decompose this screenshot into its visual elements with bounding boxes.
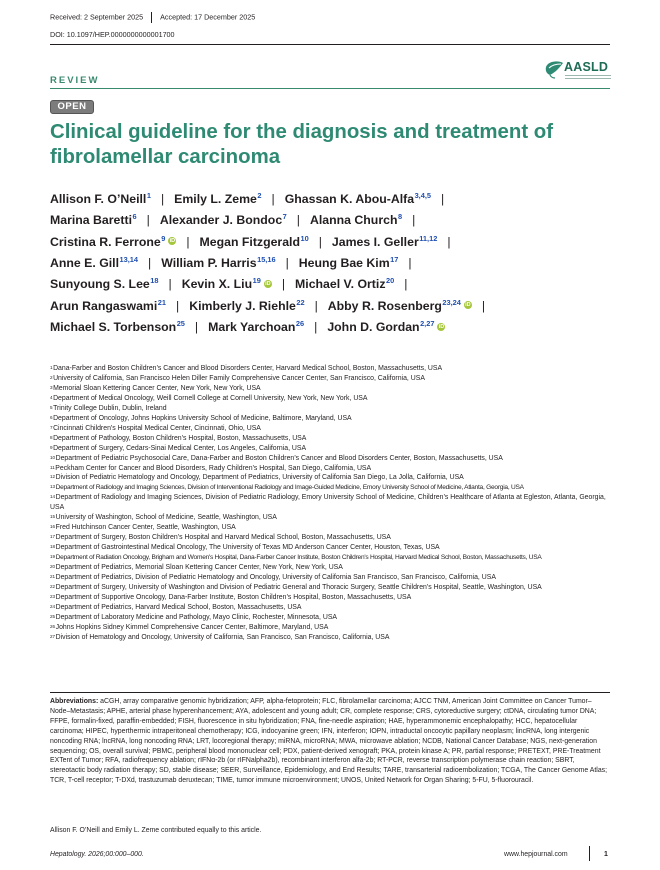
affiliation-item <box>50 483 610 493</box>
orcid-icon[interactable]: iD <box>169 238 176 245</box>
affiliation-item <box>50 374 610 384</box>
affiliation-text: Department of Laboratory Medicine and Pathology, Mayo Clinic, Rochester, Minnesota, USA <box>55 613 338 621</box>
author-affiliation-ref[interactable]: 21 <box>157 297 167 307</box>
affiliation-item <box>50 444 610 454</box>
author[interactable] <box>328 299 472 313</box>
affiliation-number: 24 <box>50 603 56 609</box>
author-affiliation-ref[interactable]: 22 <box>296 297 305 307</box>
affiliation-number: 26 <box>50 623 56 629</box>
affiliation-text: University of Washington, School of Medicine, Seattle, Washington, USA <box>55 514 277 522</box>
affiliation-text: Dana-Farber and Boston Children’s Cancer and Blood Disorders Center, Harvard Medical School, Boston, Massachusetts, USA <box>53 365 443 372</box>
affiliation-number: 11 <box>50 464 55 470</box>
author-separator: | <box>314 298 318 313</box>
author-name: Arun Rangaswami <box>50 298 158 313</box>
page-number: 1 <box>604 851 608 858</box>
author-separator: | <box>412 213 416 228</box>
orcid-icon[interactable]: iD <box>465 302 471 309</box>
affiliation-text: Fred Hutchinson Cancer Center, Seattle, Washington, USA <box>55 524 236 532</box>
author-separator: | <box>296 213 300 228</box>
affiliation-number: 20 <box>50 564 56 570</box>
affiliation-text: Division of Hematology and Oncology, University of California, San Francisco, San Francisco, California, USA <box>55 633 390 641</box>
affiliation-number: 8 <box>50 434 53 440</box>
received-date: Received: 2 September 2025 <box>50 12 144 22</box>
author-name: Michael V. Ortiz <box>295 277 386 292</box>
affiliation-text: Department of Oncology, Johns Hopkins University School of Medicine, Baltimore, Maryland, USA <box>53 414 352 422</box>
author[interactable] <box>208 320 304 334</box>
affiliation-number: 22 <box>50 583 56 589</box>
author-separator: | <box>285 255 289 270</box>
author[interactable] <box>295 277 394 291</box>
affiliation-number: 23 <box>50 593 56 599</box>
author-name: Ghassan K. Abou-Alfa <box>284 192 415 206</box>
affiliation-text: Department of Radiology and Imaging Sciences, Division of Pediatric Radiology, Emory University School of Medicine, Children’s Healthcare of Atlanta at Egleston, Atlanta, Georgia, USA <box>50 494 606 512</box>
author-separator: | <box>146 213 150 228</box>
author-line <box>50 277 417 291</box>
author-name: John D. Gordan <box>327 319 420 334</box>
affiliation-item <box>50 424 610 434</box>
affiliation-text: Department of Supportive Oncology, Dana-Farber Institute, Boston Children’s Hospital, Boston, Massachusetts, USA <box>55 593 412 601</box>
title-line: Clinical guideline for the diagnosis and treatment of <box>50 121 554 143</box>
affiliation-item <box>50 454 610 464</box>
affiliation-text: Department of Pathology, Boston Children’s Hospital, Boston, Massachusetts, USA <box>53 434 307 442</box>
author[interactable] <box>50 192 151 206</box>
liver-logo-icon <box>544 58 564 80</box>
author[interactable] <box>299 256 399 270</box>
author-affiliation-ref[interactable]: 23,24 <box>442 297 461 307</box>
author[interactable] <box>50 256 138 270</box>
author-affiliation-ref[interactable]: 15,16 <box>257 254 276 264</box>
affiliation-item <box>50 473 610 483</box>
affiliation-item <box>50 523 610 533</box>
author-name: Kevin X. Liu <box>181 277 253 292</box>
author-affiliation-ref[interactable]: 25 <box>176 318 185 328</box>
author-affiliation-ref[interactable]: 20 <box>385 276 395 286</box>
section-label: REVIEW <box>50 75 100 86</box>
author-affiliation-ref[interactable]: 2,27 <box>420 318 435 328</box>
author-name: Sunyoung S. Lee <box>50 277 150 292</box>
author-name: Kimberly J. Riehle <box>189 298 296 313</box>
affiliation-number: 27 <box>50 633 56 639</box>
affiliation-number: 13 <box>50 484 56 490</box>
author-name: Allison F. O’Neill <box>50 192 147 206</box>
author[interactable] <box>332 235 437 249</box>
author-line <box>50 235 461 249</box>
author-separator: | <box>318 234 322 249</box>
affiliation-item <box>50 404 610 414</box>
abbreviations-rule <box>50 692 610 693</box>
author[interactable] <box>50 235 176 249</box>
author-name: Megan Fitzgerald <box>199 234 300 249</box>
affiliation-text: Department of Pediatrics, Memorial Sloan Kettering Cancer Center, New York, New York, USA <box>55 564 343 572</box>
author-name: Anne E. Gill <box>50 255 120 270</box>
affiliation-number: 3 <box>50 384 53 390</box>
abbreviations-text: aCGH, array comparative genomic hybridization; AFP, alpha-fetoprotein; FLC, fibrolamellar carcinoma; AJCC TNM, American Joint Committee on Cancer Tumor–Node–Metastasis; APHE, arterial phase hyperenhancement; AYA, adolescent and young adult; CR, complete response; CRS, cytoreductive surgery; ctDNA, circulating tumor DNA; FFPE, formalin-fixed, paraffin-embedded; FISH, fluorescence in situ hybridization; FNA, fine-needle aspiration; HAE, hyperammonemic encephalopathy; HCC, hepatocellular carcinoma; HIPEC, hyperthermic intraperitoneal chemotherapy; ICG, indocyanine green; IFN, interferon; IOPN, intraductal oncocytic papillary neoplasm; lincRNA, long intergenic noncoding RNA; lncRNA, long noncoding RNA; LRT, locoregional therapy; miRNA, microRNA; MWA, microwave ablation; NCDB, National Cancer Database; NGS, next-generation sequencing; OS, overall survival; PBMC, peripheral blood mononuclear cell; PDX, patient-derived xenograft; PKA, protein kinase A; PR, partial response; PRETEXT, PRE-Treatment EXTent of Tumor; RFA, radiofrequency ablation; rIFNα-2b (or rIFNalpha2b), recombinant interferon alfa-2b; RT-PCR, reverse transcription polymerase chain reaction; SBRT, stereotactic body radiation therapy; SD, stable disease; SEER, Surveillance, Epidemiology, and End Results; TARE, transarterial radioembolization; TCGA, The Cancer Genome Atlas; TCR, T-cell receptor; T-DXd, trastuzumab deruxtecan; TIME, tumor immune microenvironment; UNOS, United Network for Organ Sharing; 5-FU, 5-fluorouracil. <box>50 698 608 785</box>
affiliation-text: Department of Medical Oncology, Weill Cornell College at Cornell University, New York, New York, USA <box>53 394 368 402</box>
affiliation-number: 4 <box>50 394 53 400</box>
affiliation-list <box>50 364 610 643</box>
affiliation-text: Division of Pediatric Hematology and Oncology, Department of Pediatrics, University of California San Diego, La Jolla, California, USA <box>55 474 464 482</box>
author-separator: | <box>194 319 199 334</box>
affiliation-item <box>50 553 610 563</box>
author-affiliation-ref[interactable]: 2 <box>257 191 262 200</box>
author-name: Cristina R. Ferrone <box>50 234 161 249</box>
journal-citation: Hepatology. 2026;00:000–000. <box>50 851 144 858</box>
affiliation-item <box>50 603 610 613</box>
article-title <box>50 120 610 170</box>
author-separator: | <box>408 255 412 270</box>
affiliation-number: 15 <box>50 514 56 520</box>
author-name: Alexander J. Bondoc <box>159 213 283 228</box>
affiliation-number: 10 <box>50 454 56 460</box>
author-affiliation-ref[interactable]: 9 <box>161 233 166 243</box>
affiliation-number: 25 <box>50 613 56 619</box>
author-name: Michael S. Torbenson <box>50 319 177 334</box>
affiliation-text: Department of Pediatrics, Harvard Medical School, Boston, Massachusetts, USA <box>55 603 302 611</box>
author[interactable] <box>327 320 445 334</box>
affiliation-text: University of California, San Francisco Helen Diller Family Comprehensive Cancer Center, San Francisco, California, USA <box>53 374 425 382</box>
author-name: William P. Harris <box>161 255 257 270</box>
author-affiliation-ref[interactable]: 6 <box>132 212 137 222</box>
author-separator: | <box>148 255 152 270</box>
affiliation-number: 17 <box>50 534 56 540</box>
author-affiliation-ref[interactable]: 1 <box>146 191 151 200</box>
affiliation-number: 6 <box>50 414 53 420</box>
affiliation-text: Department of Surgery, Boston Children’s Hospital and Harvard Medical School, Boston, Massachusetts, USA <box>55 534 391 542</box>
abbreviations <box>50 697 610 786</box>
affiliation-item <box>50 593 610 603</box>
affiliation-item <box>50 623 610 633</box>
affiliation-item <box>50 493 610 513</box>
author-affiliation-ref[interactable]: 18 <box>150 276 159 286</box>
author-name: Alanna Church <box>310 213 398 228</box>
abbreviations-label: Abbreviations: <box>50 698 99 705</box>
author-separator: | <box>441 192 445 206</box>
affiliation-number: 19 <box>50 554 56 560</box>
author-separator: | <box>447 234 451 249</box>
affiliation-number: 21 <box>50 574 56 580</box>
author-line <box>50 299 495 313</box>
affiliation-item <box>50 464 610 474</box>
journal-url[interactable]: www.hepjournal.com <box>504 851 568 858</box>
affiliation-number: 2 <box>50 374 53 380</box>
author-affiliation-ref[interactable]: 13,14 <box>119 254 139 264</box>
author[interactable] <box>50 277 159 291</box>
author-affiliation-ref[interactable]: 19 <box>252 276 261 286</box>
author[interactable] <box>285 192 431 206</box>
affiliation-text: Memorial Sloan Kettering Cancer Center, New York, New York, USA <box>53 384 261 392</box>
affiliation-text: Department of Pediatric Psychosocial Care, Dana-Farber and Boston Children’s Cancer and Blood Disorders Center, Boston, Massachusetts, USA <box>55 454 503 462</box>
author-separator: | <box>481 298 486 313</box>
affiliation-item <box>50 573 610 583</box>
author[interactable] <box>174 192 261 206</box>
author[interactable] <box>189 299 304 313</box>
accepted-date: Accepted: 17 December 2025 <box>160 12 256 22</box>
affiliation-item <box>50 583 610 593</box>
author-affiliation-ref[interactable]: 8 <box>397 212 403 222</box>
author[interactable] <box>50 299 166 313</box>
author-affiliation-ref[interactable]: 17 <box>390 254 399 264</box>
author-affiliation-ref[interactable]: 11,12 <box>419 233 438 243</box>
affiliation-item <box>50 434 610 444</box>
author[interactable] <box>50 213 137 227</box>
author-line <box>50 320 445 334</box>
affiliation-number: 16 <box>50 524 56 530</box>
affiliation-item <box>50 543 610 553</box>
author-separator: | <box>168 277 172 292</box>
open-access-badge: OPEN <box>50 100 94 114</box>
author[interactable] <box>160 213 287 227</box>
author-affiliation-ref[interactable]: 7 <box>282 212 287 222</box>
author-affiliation-ref[interactable]: 10 <box>300 233 309 243</box>
orcid-icon[interactable]: iD <box>265 280 271 287</box>
equal-contribution-note: Allison F. O’Neill and Emily L. Zeme contributed equally to this article. <box>50 827 262 834</box>
author-name: Heung Bae Kim <box>298 255 390 270</box>
affiliation-item <box>50 563 610 573</box>
affiliation-text: Department of Radiology and Imaging Sciences, Division of Interventional Radiology and Image-Guided Medicine, Emory University School of Medicine, Atlanta, Georgia, USA <box>55 484 524 492</box>
author-affiliation-ref[interactable]: 26 <box>295 318 305 328</box>
author-line <box>50 192 454 206</box>
affiliation-item <box>50 613 610 623</box>
affiliation-text: Peckham Center for Cancer and Blood Disorders, Rady Children’s Hospital, San Diego, California, USA <box>55 464 372 472</box>
author-line <box>50 256 422 270</box>
header-divider <box>151 12 152 23</box>
affiliation-item <box>50 364 610 374</box>
author-name: James I. Geller <box>331 234 419 249</box>
author[interactable] <box>310 213 402 227</box>
author-name: Abby R. Rosenberg <box>327 298 442 313</box>
orcid-icon[interactable]: iD <box>438 323 445 330</box>
author-separator: | <box>160 192 165 206</box>
affiliation-text: Department of Pediatrics, Division of Pediatric Hematology and Oncology, University of California San Francisco, San Francisco, California, USA <box>55 574 496 582</box>
author[interactable] <box>161 256 275 270</box>
section-rule <box>50 88 610 89</box>
affiliation-text: Cincinnati Children’s Hospital Medical Center, Cincinnati, Ohio, USA <box>53 424 261 432</box>
affiliation-number: 9 <box>50 444 53 450</box>
affiliation-text: Department of Gastrointestinal Medical Oncology, The University of Texas MD Anderson Cancer Center, Houston, Texas, USA <box>55 544 440 552</box>
author-separator: | <box>186 234 190 249</box>
footer-divider <box>589 846 590 861</box>
header-rule <box>50 44 610 45</box>
author-separator: | <box>314 319 318 334</box>
logo-tagline <box>565 75 611 81</box>
affiliation-number: 18 <box>50 544 56 550</box>
affiliation-text: Department of Radiation Oncology, Brigham and Women's Hospital, Dana-Farber Cancer Institute, Boston Children's Hospital, Harvard Medical School, Boston, Massachusetts, USA <box>55 554 542 562</box>
affiliation-item <box>50 633 610 643</box>
author-name: Mark Yarchoan <box>208 319 296 334</box>
affiliation-text: Johns Hopkins Sidney Kimmel Comprehensive Cancer Center, Baltimore, Maryland, USA <box>55 623 329 631</box>
affiliation-number: 12 <box>50 474 56 480</box>
author-separator: | <box>271 192 275 206</box>
journal-logo <box>544 58 610 84</box>
received-accepted-line <box>50 12 255 23</box>
author[interactable] <box>182 277 272 291</box>
author-name: Emily L. Zeme <box>174 192 257 206</box>
affiliation-item <box>50 533 610 543</box>
affiliation-number: 14 <box>50 494 56 500</box>
doi[interactable]: DOI: 10.1097/HEP.0000000000001700 <box>50 30 175 39</box>
author-separator: | <box>404 277 408 292</box>
author[interactable] <box>200 235 309 249</box>
affiliation-text: Department of Surgery, Cedars-Sinai Medical Center, Los Angeles, California, USA <box>53 444 307 452</box>
affiliation-item <box>50 394 610 404</box>
author-name: Marina Baretti <box>50 213 133 228</box>
author-separator: | <box>281 277 286 292</box>
title-line: fibrolamellar carcinoma <box>50 146 281 168</box>
author[interactable] <box>50 320 185 334</box>
affiliation-item <box>50 384 610 394</box>
affiliation-text: Department of Surgery, University of Washington and Division of Pediatric General and Thoracic Surgery, Seattle Children’s Hospital, Seattle, Washington, USA <box>55 583 542 591</box>
affiliation-number: 5 <box>50 404 53 410</box>
affiliation-item <box>50 414 610 424</box>
logo-wordmark: AASLD <box>564 60 609 74</box>
author-line <box>50 213 425 227</box>
author-affiliation-ref[interactable]: 3,4,5 <box>414 191 432 200</box>
affiliation-number: 7 <box>50 424 53 430</box>
author-separator: | <box>176 298 180 313</box>
affiliation-item <box>50 513 610 523</box>
affiliation-text: Trinity College Dublin, Dublin, Ireland <box>53 404 167 412</box>
affiliation-number: 1 <box>50 365 53 370</box>
